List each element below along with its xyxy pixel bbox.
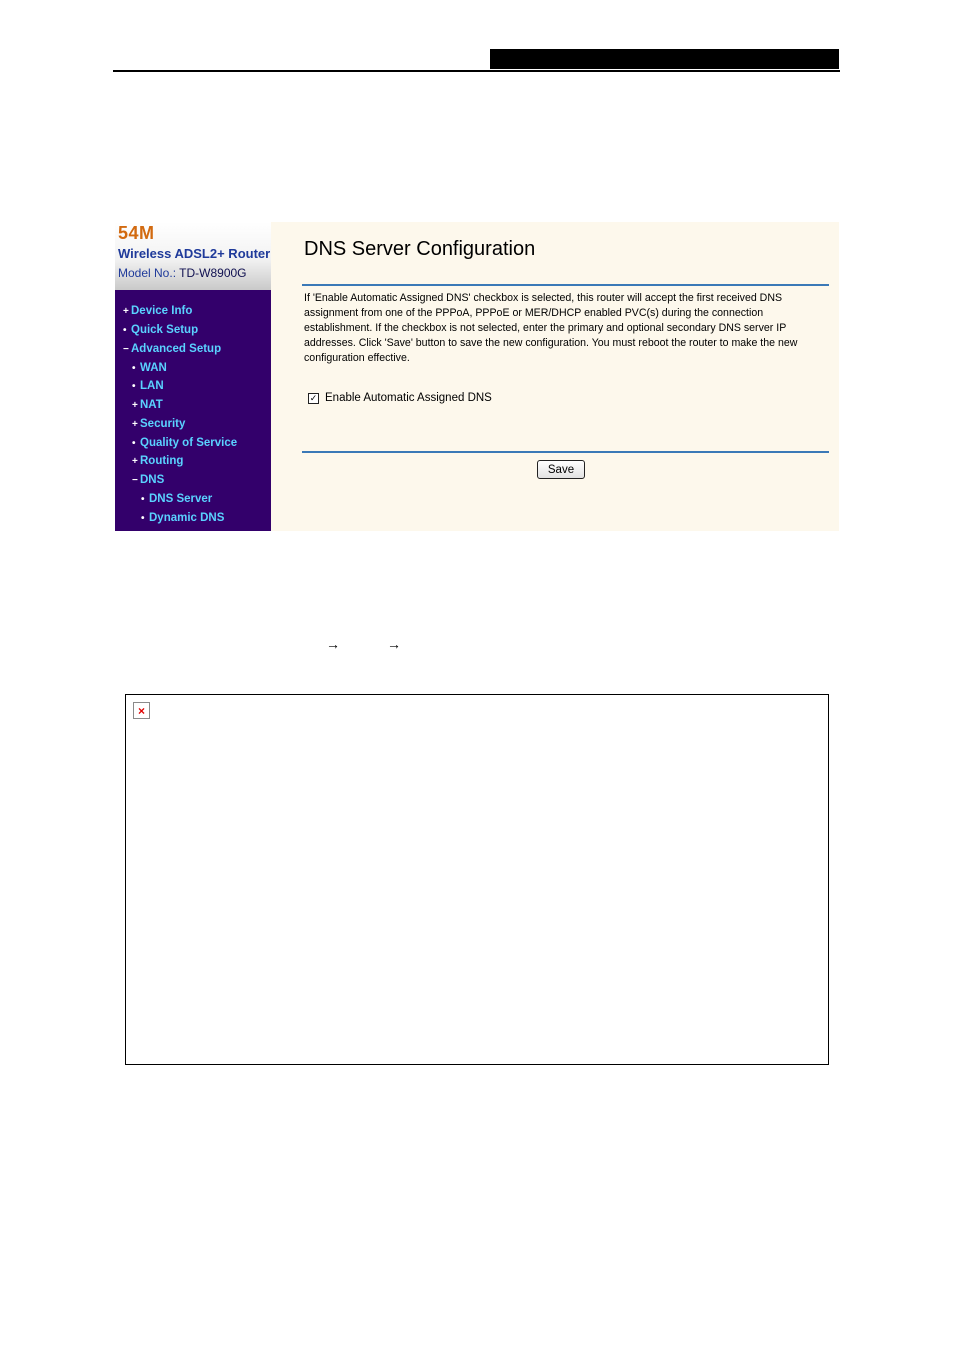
path-arrow-icon: → [387, 636, 401, 652]
nav-item-label: Device Info [131, 305, 193, 317]
nav-item-quick-setup[interactable] [123, 324, 198, 336]
divider-bottom [302, 451, 829, 453]
nav-item-lan[interactable] [132, 380, 164, 392]
header-rule [113, 70, 840, 72]
nav-item-dynamic-dns[interactable] [141, 512, 224, 524]
expand-plus-icon: + [123, 306, 129, 317]
nav-item-wan[interactable] [132, 362, 167, 374]
nav-item-label: Quality of Service [140, 437, 238, 449]
collapse-minus-icon: − [132, 475, 138, 486]
divider-top [302, 284, 829, 286]
router-screenshot [115, 222, 839, 531]
brand-box [115, 222, 271, 290]
bullet-icon: • [132, 381, 136, 392]
router-sidebar [115, 222, 271, 531]
bullet-icon: • [141, 494, 145, 505]
nav-item-label: Advanced Setup [131, 343, 222, 355]
nav-item-label: Routing [140, 455, 184, 467]
nav-item-label: Dynamic DNS [149, 512, 225, 524]
nav-item-label: Security [140, 418, 186, 430]
nav-item-quality-of-service[interactable] [132, 437, 237, 449]
bullet-icon: • [132, 438, 136, 449]
nav-item-advanced-setup[interactable] [123, 343, 221, 355]
brand-54m: 54M [118, 223, 155, 243]
page-title: DNS Server Configuration [304, 238, 536, 260]
bullet-icon: • [123, 325, 127, 336]
broken-image-icon: × [133, 702, 150, 719]
brand-product-name: Wireless ADSL2+ Router [118, 246, 271, 261]
bullet-icon: • [132, 363, 136, 374]
nav-item-routing[interactable] [132, 455, 183, 467]
nav-item-label: NAT [140, 399, 163, 411]
nav-item-security[interactable] [132, 418, 185, 430]
model-label: Model No.: [118, 266, 177, 280]
save-button[interactable]: Save [537, 460, 585, 479]
auto-dns-row [308, 392, 492, 404]
collapse-minus-icon: − [123, 344, 129, 355]
nav-item-label: LAN [140, 380, 164, 392]
path-arrow-icon: → [326, 636, 340, 652]
expand-plus-icon: + [132, 456, 138, 467]
nav-item-device-info[interactable] [123, 305, 192, 317]
nav-item-label: WAN [140, 362, 167, 374]
nav-item-label: DNS Server [149, 493, 213, 505]
page-description: If 'Enable Automatic Assigned DNS' checkbox is selected, this router will accept the first received DNS assignment from one of the PPPoA, PPPoE or MER/DHCP enabled PVC(s) during the connection establishment. If the checkbox is not selected, enter the primary and optional secondary DNS server IP addresses. Click 'Save' button to save the new configuration. You must reboot the router to make the new configuration effective. [304, 292, 798, 364]
auto-dns-label: Enable Automatic Assigned DNS [325, 392, 492, 404]
image-placeholder-frame [125, 694, 829, 1065]
nav-item-dns[interactable] [132, 474, 164, 486]
expand-plus-icon: + [132, 400, 138, 411]
router-main-panel [271, 222, 839, 531]
model-value: TD-W8900G [179, 266, 247, 280]
header-bar [490, 49, 839, 69]
nav-item-dns-server[interactable] [141, 493, 212, 505]
bullet-icon: • [141, 513, 145, 524]
brand-model [118, 266, 247, 280]
auto-dns-checkbox[interactable]: ✓ [309, 392, 318, 403]
expand-plus-icon: + [132, 419, 138, 430]
nav-item-label: DNS [140, 474, 165, 486]
nav-item-nat[interactable] [132, 399, 163, 411]
nav-item-label: Quick Setup [131, 324, 199, 336]
